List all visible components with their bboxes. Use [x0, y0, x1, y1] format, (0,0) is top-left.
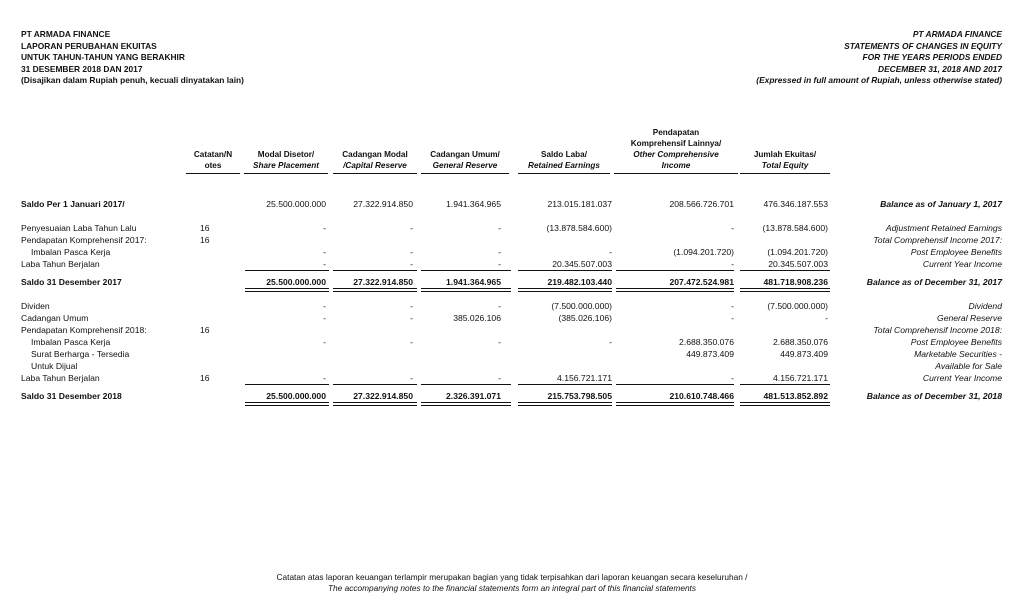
report-period-en-2: DECEMBER 31, 2018 AND 2017 [878, 63, 1002, 74]
total-double-rule [616, 288, 734, 292]
report-period-en-1: FOR THE YEARS PERIODS ENDED [862, 52, 1002, 63]
table-row: Untuk Dijual Available for Sale [31, 361, 1002, 371]
header-right [756, 29, 1002, 87]
table-row: Pendapatan Komprehensif 2017: 16 Total Comprehensif Income 2017: [21, 235, 1002, 245]
total-double-rule [245, 288, 329, 292]
subtotal-rule [245, 270, 329, 271]
header-left [21, 29, 244, 87]
subtotal-rule [333, 270, 417, 271]
subtotal-rule [333, 384, 417, 385]
col-header-modal: Modal Disetor/ Share Placement [244, 149, 328, 174]
table-row: Penyesuaian Laba Tahun Lalu 16 - - - (13.878.584.600) - (13.878.584.600) Adjustment Retained Earnings [21, 223, 1002, 233]
table-row: Imbalan Pasca Kerja - - - - 2.688.350.076 2.688.350.076 Post Employee Benefits [31, 337, 1002, 347]
subtotal-rule [616, 270, 734, 271]
col-header-note: Catatan/N otes [186, 149, 240, 174]
col-header-retained-earnings: Saldo Laba/ Retained Earnings [518, 149, 610, 174]
report-title-en: STATEMENTS OF CHANGES IN EQUITY [844, 40, 1002, 51]
total-double-rule [333, 288, 417, 292]
company-name: PT ARMADA FINANCE [21, 29, 111, 39]
table-row: Pendapatan Komprehensif 2018: 16 Total Comprehensif Income 2018: [21, 325, 1002, 335]
company-name-en: PT ARMADA FINANCE [912, 29, 1002, 39]
table-row: Surat Berharga - Tersedia 449.873.409 449.873.409 Marketable Securities - [31, 349, 1002, 359]
total-double-rule [333, 402, 417, 406]
col-header-total-equity: Jumlah Ekuitas/ Total Equity [740, 149, 830, 174]
subtotal-rule [518, 270, 612, 271]
footer-line-id: Catatan atas laporan keuangan terlampir merupakan bagian yang tidak terpisahkan dari laporan keuangan secara keseluruhan / [276, 572, 748, 582]
table-row-total: Saldo 31 Desember 2017 25.500.000.000 27.322.914.850 1.941.364.965 219.482.103.440 207.472.524.981 481.718.908.236 Balance as of December 31, 2017 [21, 277, 1002, 287]
col-header-capital-reserve: Cadangan Modal /Capital Reserve [333, 149, 417, 174]
total-double-rule [245, 402, 329, 406]
table-row-total: Saldo 31 Desember 2018 25.500.000.000 27.322.914.850 2.326.391.071 215.753.798.505 210.610.748.466 481.513.852.892 Balance as of December 31, 2018 [21, 391, 1002, 401]
footer-line-en: The accompanying notes to the financial statements form an integral part of this financial statements [327, 583, 697, 593]
table-row: Imbalan Pasca Kerja - - - - (1.094.201.720) (1.094.201.720) Post Employee Benefits [31, 247, 1002, 257]
report-period-1: UNTUK TAHUN-TAHUN YANG BERAKHIR [21, 52, 185, 63]
subtotal-rule [245, 384, 329, 385]
total-double-rule [421, 288, 511, 292]
table-row: Cadangan Umum - - 385.026.106 (385.026.106) - - General Reserve [21, 313, 1002, 323]
table-row: Laba Tahun Berjalan 16 - - - 4.156.721.171 - 4.156.721.171 Current Year Income [21, 373, 1002, 383]
total-double-rule [616, 402, 734, 406]
total-double-rule [518, 402, 612, 406]
report-period-2: 31 DESEMBER 2018 DAN 2017 [21, 63, 143, 74]
subtotal-rule [518, 384, 612, 385]
subtotal-rule [421, 384, 511, 385]
subtotal-rule [616, 384, 734, 385]
total-double-rule [740, 288, 830, 292]
subtotal-rule [740, 384, 830, 385]
report-note: (Disajikan dalam Rupiah penuh, kecuali dinyatakan lain) [21, 75, 244, 86]
table-row: Dividen - - - (7.500.000.000) - (7.500.000.000) Dividend [21, 301, 1002, 311]
subtotal-rule [740, 270, 830, 271]
footer-note [0, 572, 1024, 594]
total-double-rule [740, 402, 830, 406]
total-double-rule [518, 288, 612, 292]
subtotal-rule [421, 270, 511, 271]
report-title: LAPORAN PERUBAHAN EKUITAS [21, 40, 157, 51]
col-header-general-reserve: Cadangan Umum/ General Reserve [421, 149, 509, 174]
col-header-oci: Pendapatan Komprehensif Lainnya/ Other Comprehensive Income [614, 127, 738, 174]
total-double-rule [421, 402, 511, 406]
table-row: Laba Tahun Berjalan - - - 20.345.507.003 - 20.345.507.003 Current Year Income [21, 259, 1002, 269]
report-note-en: (Expressed in full amount of Rupiah, unless otherwise stated) [756, 75, 1002, 86]
table-row: Saldo Per 1 Januari 2017/ 25.500.000.000 27.322.914.850 1.941.364.965 213.015.181.037 208.566.726.701 476.346.187.553 Balance as of January 1, 2017 [21, 199, 1002, 209]
